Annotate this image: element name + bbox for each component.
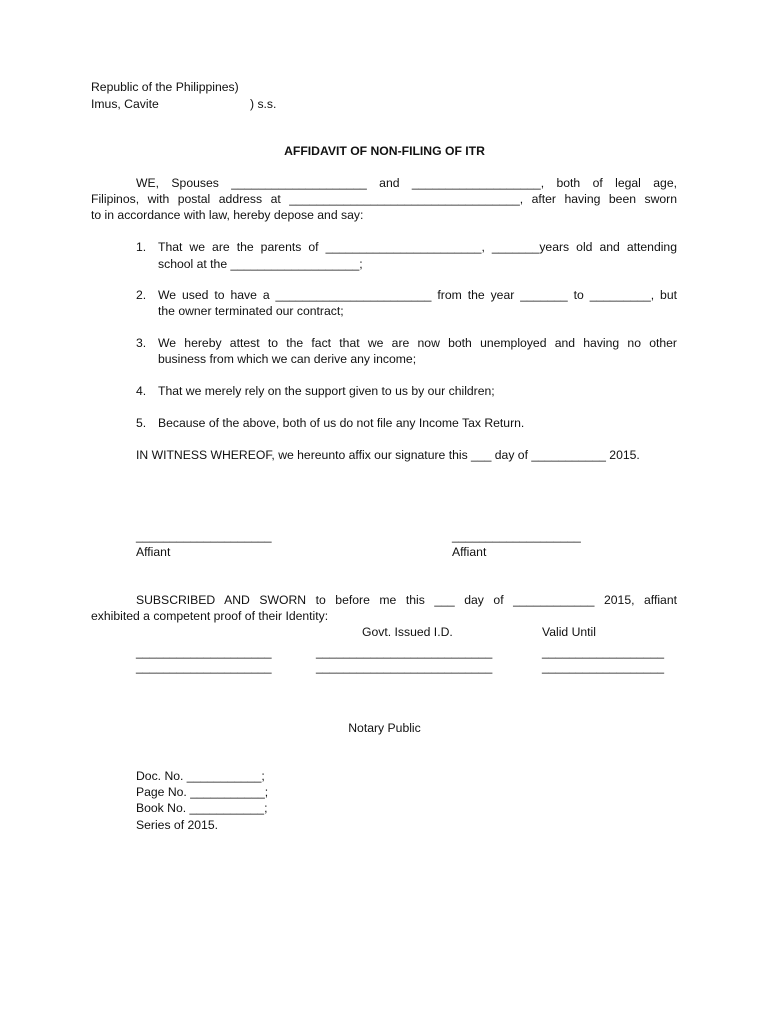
id-blank-name: ____________________: [136, 645, 272, 659]
document-title: AFFIDAVIT OF NON-FILING OF ITR: [284, 144, 485, 158]
book-number: Book No. ___________;: [136, 801, 268, 815]
affiant-label-left: Affiant: [136, 545, 171, 559]
witness-clause: IN WITNESS WHEREOF, we hereunto affix our signature this ___ day of ___________ 2015.: [136, 448, 640, 462]
id-blank-valid-until: __________________: [542, 645, 665, 659]
jurat-line-2: exhibited a competent proof of their Identity:: [91, 609, 329, 623]
affiant-label-right: Affiant: [452, 545, 487, 559]
list-item-number: 5.: [136, 416, 147, 430]
notary-public-label: Notary Public: [348, 721, 421, 735]
id-header-valid-until: Valid Until: [542, 625, 596, 639]
id-header-govt-issued: Govt. Issued I.D.: [362, 625, 453, 639]
doc-number: Doc. No. ___________;: [136, 769, 265, 783]
list-item-text: Because of the above, both of us do not file any Income Tax Return.: [158, 416, 525, 430]
jurat-line-1: SUBSCRIBED AND SWORN to before me this ___ day of ____________ 2015, affiant: [136, 593, 677, 607]
id-blank-govt-id: __________________________: [316, 645, 493, 659]
id-blank-name: ____________________: [136, 660, 272, 674]
header-venue: Imus, Cavite: [91, 97, 159, 111]
list-item-number: 2.: [136, 288, 147, 302]
list-item-text: That we are the parents of _______________________, _______years old and attending: [158, 240, 677, 254]
intro-line-3: to in accordance with law, hereby depose and say:: [91, 208, 364, 222]
intro-line-1: WE, Spouses ____________________ and ___________________, both of legal age,: [136, 176, 677, 190]
list-item-number: 1.: [136, 240, 147, 254]
header-republic: Republic of the Philippines): [91, 80, 239, 94]
list-item-number: 3.: [136, 336, 147, 350]
list-item-text: That we merely rely on the support given to us by our children;: [158, 384, 495, 398]
list-item-text: We used to have a _______________________ from the year _______ to _________, but: [158, 288, 677, 302]
list-item-text: We hereby attest to the fact that we are now both unemployed and having no other: [158, 336, 677, 350]
list-item-text: business from which we can derive any income;: [158, 352, 417, 366]
signature-line-right: ___________________: [452, 529, 581, 543]
list-item-number: 4.: [136, 384, 147, 398]
list-item-text: school at the ___________________;: [158, 257, 363, 271]
series-year: Series of 2015.: [136, 818, 218, 832]
list-item-text: the owner terminated our contract;: [158, 304, 344, 318]
header-ss: ) s.s.: [250, 97, 277, 111]
intro-line-2: Filipinos, with postal address at __________________________________, after having been sworn: [91, 192, 677, 206]
id-blank-valid-until: __________________: [542, 660, 665, 674]
id-blank-govt-id: __________________________: [316, 660, 493, 674]
signature-line-left: ____________________: [136, 529, 272, 543]
page-number: Page No. ___________;: [136, 785, 269, 799]
